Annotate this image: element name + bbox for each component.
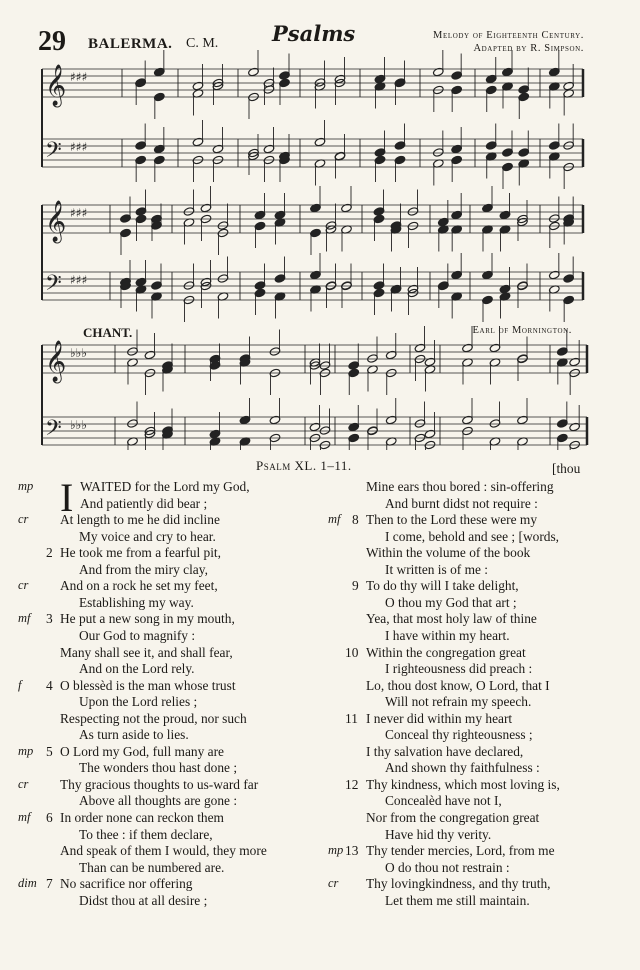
tune-attribution-line1: Melody of Eighteenth Century. [433, 30, 584, 41]
treble-clef: 𝄞 [45, 201, 67, 242]
dynamic-marking: mf [18, 810, 31, 824]
dynamic-marking: mp [18, 743, 34, 758]
bass-clef: 𝄢 [45, 271, 62, 301]
psalm-line: Let them me still maintain. [385, 892, 530, 908]
psalm-line: The wonders thou hast done ; [79, 760, 238, 776]
psalm-line: Then to the Lord these were my [366, 512, 538, 528]
chant-heading: CHANT. [83, 325, 133, 340]
psalm-line: O blessèd is the man whose trust [60, 677, 236, 693]
treble-clef: 𝄞 [45, 341, 67, 382]
verse-number: 4 [46, 677, 53, 693]
psalm-line: Have hid thy verity. [385, 826, 492, 842]
chant-attribution: Earl of Mornington. [472, 325, 572, 336]
verse-number: 7 [46, 876, 53, 892]
dynamic-marking: cr [328, 876, 339, 891]
psalm-line: Thy tender mercies, Lord, from me [366, 843, 555, 859]
psalm-line: It written is of me : [385, 561, 489, 577]
dynamic-marking: cr [18, 578, 29, 593]
carry-over-word: [thou [552, 461, 581, 476]
treble-clef: 𝄞 [45, 65, 67, 106]
dynamic-marking: cr [18, 776, 29, 791]
psalm-line: Respecting not the proud, nor such [60, 710, 247, 726]
verse-number: 12 [345, 776, 359, 792]
psalm-line: As turn aside to lies. [79, 727, 189, 743]
psalm-line: And on a rock he set my feet, [60, 578, 218, 594]
psalm-line: No sacrifice nor offering [60, 876, 193, 892]
bass-clef: 𝄢 [45, 138, 62, 168]
psalm-line: Will not refrain my speech. [385, 694, 532, 710]
dynamic-marking: f [18, 677, 22, 692]
psalm-line: Didst thou at all desire ; [79, 892, 208, 908]
drop-cap: I [60, 475, 74, 520]
psalm-line: Than can be numbered are. [79, 859, 225, 875]
hymn-number: 29 [38, 26, 66, 57]
psalm-line: Thy gracious thoughts to us-ward far [60, 776, 259, 792]
psalm-line: And on the Lord rely. [79, 661, 195, 677]
verse-number: 10 [345, 644, 359, 660]
psalm-line: Upon the Lord relies ; [79, 694, 198, 710]
psalm-line: Conceal thy righteousness ; [385, 727, 533, 743]
key-signature: ♯♯♯ [70, 206, 88, 220]
psalm-line: Our God to magnify : [79, 627, 196, 643]
key-signature: ♯♯♯ [70, 273, 88, 287]
psalm-line: And shown thy faithfulness : [385, 760, 540, 776]
psalm-line: And patiently did bear ; [80, 495, 208, 511]
psalm-line: I thy salvation have declared, [366, 743, 524, 759]
psalm-line: Thy lovingkindness, and thy truth, [366, 876, 551, 892]
psalm-line: Above all thoughts are gone : [79, 793, 238, 809]
psalm-line: Many shall see it, and shall fear, [60, 644, 233, 660]
psalm-line: At length to me he did incline [60, 512, 220, 528]
verse-number: 3 [46, 611, 53, 627]
dynamic-marking: mp [328, 843, 344, 858]
psalm-line: Within the congregation great [366, 644, 526, 660]
psalm-line: To thee : if them declare, [79, 826, 213, 842]
dynamic-marking: dim [18, 876, 37, 891]
music-score [0, 0, 640, 450]
tune-meter: C. M. [186, 36, 219, 51]
key-signature: ♭♭♭ [70, 418, 87, 432]
verse-number: 8 [352, 512, 359, 528]
verse-number: 2 [46, 545, 53, 561]
verse-number: 5 [46, 743, 53, 759]
key-signature: ♯♯♯ [70, 70, 88, 84]
psalm-line: Mine ears thou bored : sin-offering [366, 479, 554, 494]
psalm-line: Concealèd have not I, [385, 793, 502, 809]
psalm-line: O Lord my God, full many are [60, 743, 224, 759]
psalm-line: Thy kindness, which most loving is, [366, 776, 560, 792]
psalm-title: Psalm XL. 1–11. [256, 458, 352, 473]
tune-name: BALERMA. [88, 36, 173, 52]
bass-clef: 𝄢 [45, 416, 62, 446]
tune-attribution-line2: Adapted by R. Simpson. [473, 43, 584, 54]
psalm-line: He put a new song in my mouth, [60, 611, 235, 627]
psalm-line: Lo, thou dost know, O Lord, that I [366, 677, 550, 693]
psalm-line: I have within my heart. [385, 627, 510, 643]
psalm-line: O thou my God that art ; [385, 594, 517, 610]
dynamic-marking: mf [18, 611, 31, 626]
psalm-line: WAITED for the Lord my God, [80, 479, 250, 494]
dynamic-marking: mp [18, 479, 34, 493]
verse-number: 11 [345, 710, 358, 726]
psalm-line: Within the volume of the book [366, 545, 531, 561]
psalm-line: In order none can reckon them [60, 810, 224, 825]
dynamic-marking: mf [328, 512, 341, 527]
psalm-line: I never did within my heart [366, 710, 513, 726]
psalm-line: I righteousness did preach : [385, 661, 533, 677]
verse-number: 6 [46, 810, 53, 825]
psalm-line: To do thy will I take delight, [366, 578, 519, 594]
dynamic-marking: cr [18, 512, 29, 527]
psalm-line: And speak of them I would, they more [60, 843, 267, 859]
verse-number: 9 [352, 578, 359, 594]
psalm-line: O do thou not restrain : [385, 859, 510, 875]
psalm-line: Yea, that most holy law of thine [366, 611, 537, 627]
verse-number: 13 [345, 843, 359, 859]
psalm-line: I come, behold and see ; [words, [385, 528, 560, 544]
psalm-line: And from the miry clay, [79, 561, 208, 577]
psalm-line: And burnt didst not require : [385, 495, 538, 511]
psalm-line: Nor from the congregation great [366, 810, 540, 825]
key-signature: ♯♯♯ [70, 140, 88, 154]
page-heading: Psalms [272, 21, 356, 46]
key-signature: ♭♭♭ [70, 346, 87, 360]
psalm-line: My voice and cry to hear. [79, 528, 216, 544]
psalm-line: He took me from a fearful pit, [60, 545, 222, 561]
psalm-line: Establishing my way. [79, 594, 194, 610]
